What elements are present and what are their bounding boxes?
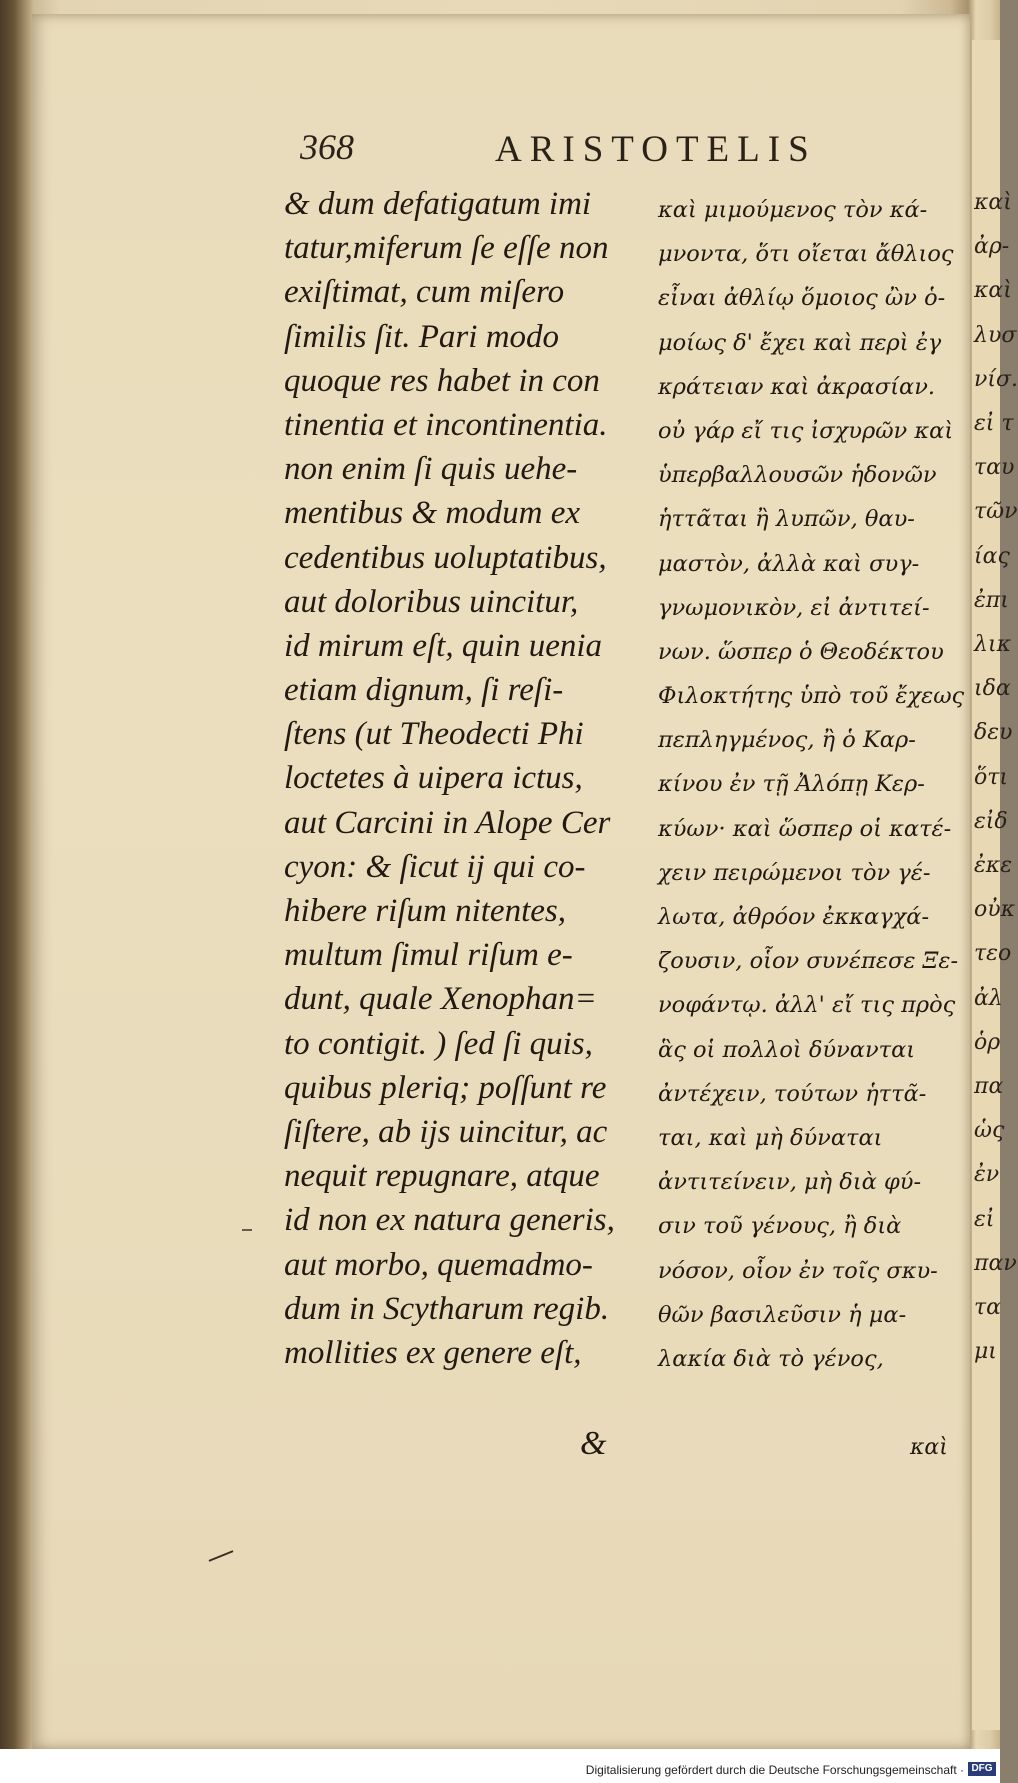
greek-text-line: ἡττᾶται ἢ λυπῶν, θαυ- — [658, 506, 915, 533]
running-head: ARISTOTELIS — [495, 129, 817, 170]
facing-page-fragment: νίσ. — [974, 366, 1018, 392]
facing-page-fragment: ὁρ — [974, 1029, 1001, 1055]
latin-text-line: & dum defatigatum imi — [284, 186, 592, 222]
greek-text-line: λακία διὰ τὸ γένος, — [658, 1345, 884, 1372]
facing-page-fragment: ίας — [974, 543, 1010, 569]
page-header — [300, 122, 840, 178]
latin-text-line: aut doloribus uincitur, — [284, 583, 579, 620]
greek-text-line: κύων· καὶ ὥσπερ οἱ κατέ- — [658, 815, 952, 842]
facing-page-fragment: καὶ — [974, 278, 1012, 304]
latin-text-line: non enim ſi quis uehe- — [284, 451, 578, 488]
greek-text-line: καὶ μιμούμενος τὸν κά- — [658, 197, 928, 223]
facing-page-fragment: ὅτι — [974, 764, 1009, 790]
latin-text-line: etiam dignum, ſi reſi- — [284, 672, 564, 709]
greek-text-line: Φιλοκτήτης ὑπὸ τοῦ ἔχεως — [658, 683, 965, 710]
facing-page-fragment: εἰ — [974, 1206, 995, 1232]
latin-text-line: ſtens (ut Theodecti Phi — [284, 716, 584, 753]
latin-text-line: aut morbo, quemadmo- — [284, 1246, 593, 1283]
latin-text-line: quibus pleriq; poſſunt re — [284, 1069, 607, 1106]
facing-page-fragment: τεο — [974, 941, 1012, 967]
latin-text-line: hibere riſum nitentes, — [284, 893, 566, 929]
facing-page-fragment: τα — [974, 1295, 1002, 1320]
facing-page-fragment: ἐπι — [974, 587, 1009, 613]
latin-text-line: ſiſtere, ab ijs uincitur, ac — [284, 1113, 608, 1150]
greek-text-line: νων. ὥσπερ ὁ Θεοδέκτου — [658, 638, 944, 665]
facing-page-fragment: ταυ — [974, 455, 1015, 481]
greek-text-line: ἀντέχειν, τούτων ἡττᾶ- — [658, 1080, 927, 1107]
latin-text-line: cyon: & ſicut ij qui co- — [284, 848, 586, 885]
greek-text-line: πεπληγμένος, ἢ ὁ Καρ- — [658, 727, 916, 754]
greek-text-line: ἀντιτείνειν, μὴ διὰ φύ- — [658, 1169, 922, 1196]
latin-text-line: tinentia et incontinentia. — [284, 406, 608, 443]
greek-text-line: μαστὸν, ἀλλὰ καὶ συγ- — [658, 550, 920, 577]
greek-column — [658, 188, 965, 1381]
latin-text-line: loctetes à uipera ictus, — [284, 760, 583, 797]
latin-text-line: multum ſimul riſum e- — [284, 937, 573, 974]
facing-page-fragment: εἰδ — [974, 808, 1008, 834]
facing-page-fragment: καὶ — [974, 190, 1012, 215]
latin-text-line: dunt, quale Xenophan= — [284, 981, 597, 1018]
latin-text-line: to contigit. ) ſed ſi quis, — [284, 1025, 593, 1062]
latin-text-line: exiſtimat, cum miſero — [284, 274, 565, 311]
facing-page-fragment: μι — [974, 1339, 997, 1365]
facing-page-fragment: οὐκ — [974, 897, 1016, 923]
facing-page-fragment: ἀρ- — [974, 234, 1010, 260]
greek-text-line: ζουσιν, οἷον συνέπεσε Ξε- — [658, 948, 959, 975]
facing-page-fragment: τῶν — [974, 499, 1018, 525]
facing-page-fragment: λικ — [974, 632, 1011, 657]
latin-column — [284, 182, 644, 1375]
facing-page-edge — [972, 40, 1018, 1730]
greek-text-line: νόσον, οἷον ἐν τοῖς σκυ- — [658, 1257, 938, 1284]
greek-text-line: ὑπερβαλλουσῶν ἡδονῶν — [658, 462, 937, 489]
latin-text-line: id non ex natura generis, — [284, 1202, 615, 1239]
facing-page-fragment: ἐκε — [974, 853, 1013, 878]
funding-credit: Digitalisierung gefördert durch die Deutsche Forschungsgemeinschaft · — [585, 1763, 964, 1777]
greek-text-line: μνοντα, ὅτι οἴεται ἄθλιος — [658, 241, 954, 268]
latin-text-line: ſimilis ſit. Pari modo — [284, 318, 560, 355]
facing-page-fragment: δευ — [974, 720, 1013, 746]
latin-text-line: mollities ex genere eſt, — [284, 1334, 582, 1371]
facing-page-fragment: ιδα — [974, 676, 1011, 702]
greek-catchword: καὶ — [910, 1435, 948, 1460]
latin-text-line: mentibus & modum ex — [284, 495, 581, 532]
latin-text-line: dum in Scytharum regib. — [284, 1290, 610, 1327]
greek-text-line: λωτα, ἀθρόον ἐκκαγχά- — [658, 904, 930, 930]
facing-page-fragment: πα — [974, 1074, 1004, 1099]
dfg-logo-icon: DFG — [968, 1762, 996, 1776]
greek-text-line: χειν πειρώμενοι τὸν γέ- — [658, 859, 931, 886]
greek-text-line: γνωμονικὸν, εἰ ἀντιτεί- — [658, 594, 930, 621]
greek-text-line: ται, καὶ μὴ δύναται — [658, 1124, 883, 1151]
greek-text-line: νοφάντῳ. ἀλλ' εἴ τις πρὸς — [658, 992, 956, 1019]
latin-text-line: tatur,miferum ſe eſſe non — [284, 230, 609, 267]
latin-text-line: quoque res habet in con — [284, 362, 600, 399]
greek-text-line: κράτειαν καὶ ἀκρασίαν. — [658, 373, 936, 400]
facing-page-fragment: ἐν — [974, 1162, 1000, 1188]
latin-text-line: cedentibus uoluptatibus, — [284, 539, 607, 576]
page-number: 368 — [300, 127, 354, 167]
facing-page-fragment: εἰ τ — [974, 411, 1014, 436]
facing-page-fragment: ἀλ — [974, 985, 1003, 1011]
greek-text-line: ἃς οἱ πολλοὶ δύνανται — [658, 1036, 916, 1063]
latin-catchword: & — [580, 1425, 607, 1462]
latin-text-line: aut Carcini in Alope Cer — [284, 804, 611, 841]
facing-page-fragment: ὡς — [974, 1118, 1005, 1144]
greek-text-line: κίνου ἐν τῇ Ἀλόπῃ Κερ- — [658, 771, 925, 798]
greek-text-line: μοίως δ' ἔχει καὶ περὶ ἐγ — [658, 329, 942, 356]
margin-dash-mark — [242, 1229, 252, 1231]
latin-text-line: nequit repugnare, atque — [284, 1158, 600, 1195]
greek-text-line: οὐ γάρ εἴ τις ἰσχυρῶν καὶ — [658, 417, 954, 444]
greek-text-line: θῶν βασιλεῦσιν ἡ μα- — [658, 1301, 907, 1328]
facing-page-fragment: παν — [974, 1250, 1017, 1276]
facing-page-fragment: λυσ — [974, 322, 1017, 348]
latin-text-line: id mirum eſt, quin uenia — [284, 627, 603, 664]
greek-text-line: εἶναι ἀθλίῳ ὅμοιος ὢν ὁ- — [658, 285, 946, 312]
greek-text-line: σιν τοῦ γένους, ἢ διὰ — [658, 1213, 902, 1240]
